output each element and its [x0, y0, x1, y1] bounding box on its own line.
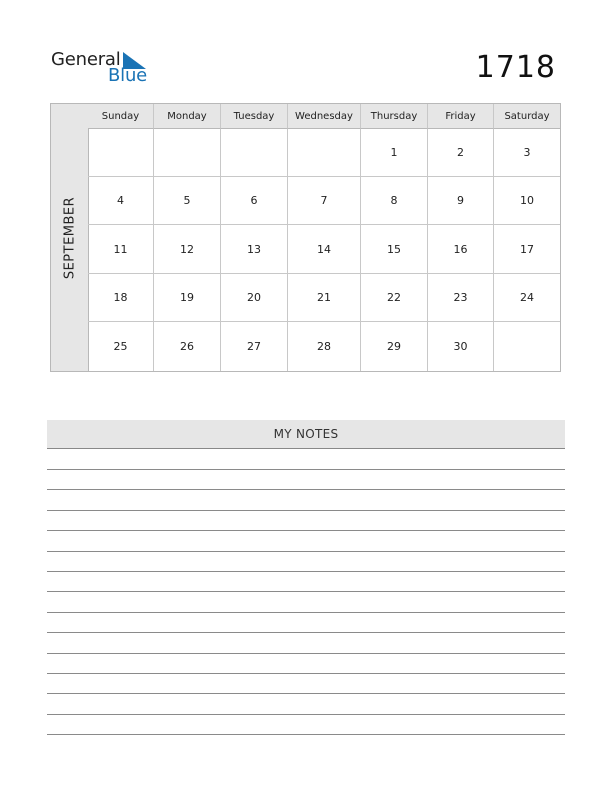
notes-header: MY NOTES	[47, 420, 565, 449]
day-cell	[154, 129, 221, 177]
notes-section	[47, 420, 565, 449]
weekday-header: Monday	[154, 104, 221, 129]
day-cell: 15	[361, 225, 428, 274]
day-cell: 30	[428, 322, 494, 371]
day-cell	[288, 129, 361, 177]
day-cell: 14	[288, 225, 361, 274]
year-title: 1718	[475, 50, 556, 85]
month-label: SEPTEMBER	[62, 196, 77, 279]
day-cell: 8	[361, 177, 428, 225]
day-cell	[494, 322, 560, 371]
day-cell: 25	[88, 322, 154, 371]
day-cell: 23	[428, 274, 494, 322]
note-line	[47, 469, 565, 470]
day-cell: 20	[221, 274, 288, 322]
note-line	[47, 612, 565, 613]
day-cell: 27	[221, 322, 288, 371]
day-cell: 4	[88, 177, 154, 225]
note-line	[47, 530, 565, 531]
note-line	[47, 510, 565, 511]
day-cell: 1	[361, 129, 428, 177]
weekday-header: Wednesday	[288, 104, 361, 129]
day-cell: 11	[88, 225, 154, 274]
logo-text-general: General	[51, 49, 121, 70]
weekday-header: Saturday	[494, 104, 560, 129]
note-line	[47, 551, 565, 552]
day-cell: 24	[494, 274, 560, 322]
day-cell: 21	[288, 274, 361, 322]
day-cell: 9	[428, 177, 494, 225]
note-line	[47, 632, 565, 633]
note-line	[47, 489, 565, 490]
day-cell: 6	[221, 177, 288, 225]
note-line	[47, 693, 565, 694]
day-cell: 3	[494, 129, 560, 177]
day-cell: 18	[88, 274, 154, 322]
note-line	[47, 673, 565, 674]
day-cell	[88, 129, 154, 177]
day-cell: 29	[361, 322, 428, 371]
logo-text-blue: Blue	[108, 65, 148, 86]
day-cell	[221, 129, 288, 177]
day-cell: 13	[221, 225, 288, 274]
weekday-header: Tuesday	[221, 104, 288, 129]
note-line	[47, 571, 565, 572]
day-cell: 7	[288, 177, 361, 225]
day-cell: 19	[154, 274, 221, 322]
calendar	[50, 103, 561, 372]
note-line	[47, 591, 565, 592]
day-cell: 22	[361, 274, 428, 322]
calendar-grid	[88, 104, 560, 371]
note-line	[47, 714, 565, 715]
month-column	[51, 104, 89, 371]
day-cell: 17	[494, 225, 560, 274]
day-cell: 16	[428, 225, 494, 274]
day-cell: 10	[494, 177, 560, 225]
day-cell: 5	[154, 177, 221, 225]
weekday-header: Friday	[428, 104, 494, 129]
day-cell: 26	[154, 322, 221, 371]
day-cell: 2	[428, 129, 494, 177]
note-line	[47, 734, 565, 735]
note-line	[47, 653, 565, 654]
day-cell: 28	[288, 322, 361, 371]
weekday-header: Thursday	[361, 104, 428, 129]
logo	[51, 49, 161, 89]
weekday-header: Sunday	[88, 104, 154, 129]
day-cell: 12	[154, 225, 221, 274]
